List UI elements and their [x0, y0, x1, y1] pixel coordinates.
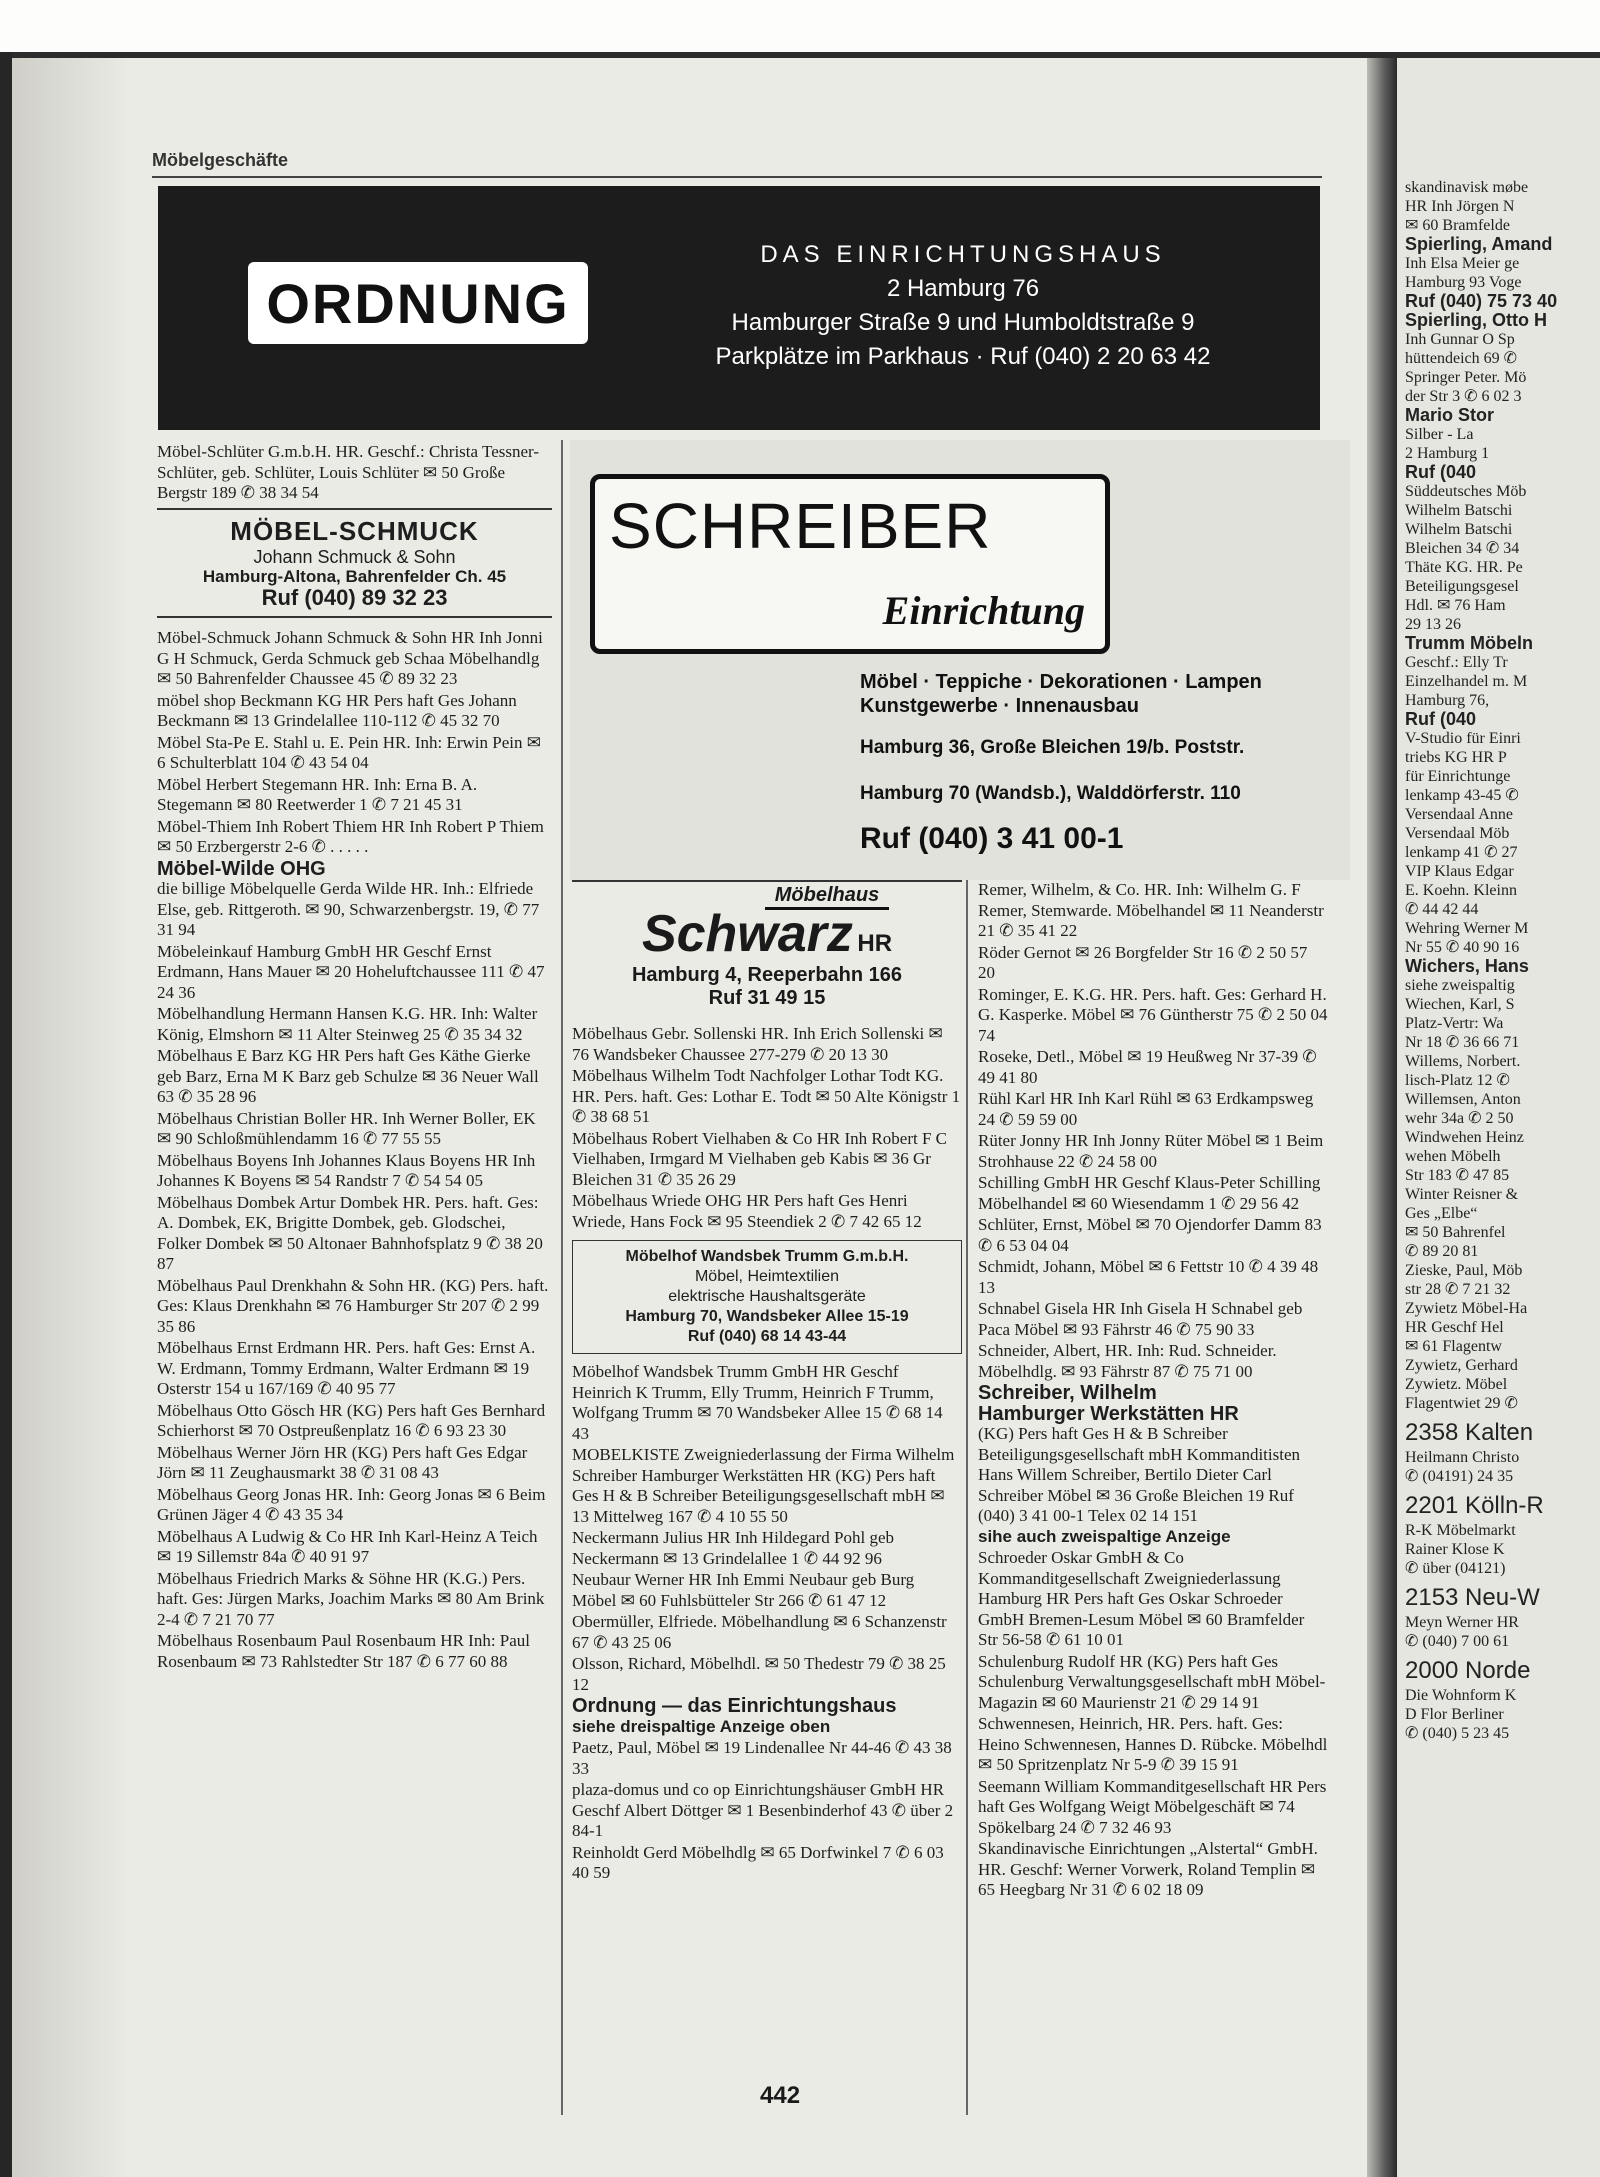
- trumm-line-1: Möbel, Heimtextilien: [694, 1268, 840, 1285]
- listing-entry: Möbelhaus E Barz KG HR Pers haft Ges Käthe Gierke geb Barz, Erna M K Barz geb Schulze ✉ 36 Neuer Wall 63 ✆ 35 28 96: [157, 1046, 539, 1106]
- listing-entry: Schnabel Gisela HR Inh Gisela H Schnabel geb Paca Möbel ✉ 93 Fährstr 46 ✆ 75 90 33: [978, 1299, 1303, 1339]
- listing-entry: Möbel-Schlüter G.m.b.H. HR. Geschf.: Christa Tessner-Schlüter, geb. Schlüter, Louis Schlüter ✉ 50 Große Bergstr 189 ✆ 38 34 54: [157, 442, 540, 502]
- next-page-line: lenkamp 43-45 ✆: [1405, 787, 1519, 804]
- next-page-line: Versendaal Anne: [1405, 806, 1513, 823]
- listing-entry: Röder Gernot ✉ 26 Borgfelder Str 16 ✆ 2 50 57 20: [978, 942, 1308, 982]
- schreiber-entry-title: Schreiber, Wilhelm: [978, 1382, 1157, 1404]
- listing-entry: Neubaur Werner HR Inh Emmi Neubaur geb Burg Möbel ✉ 60 Fuhlsbütteler Str 266 ✆ 61 47 12: [572, 1570, 915, 1610]
- right-entries-a: [978, 880, 1328, 1382]
- next-page-line: 2201 Kölln-R: [1405, 1492, 1544, 1519]
- listing-entry: Möbelhandlung Hermann Hansen K.G. HR. Inh: Walter König, Elmshorn ✉ 11 Alter Steinweg 25 ✆ 35 34 32: [157, 1004, 538, 1044]
- next-page-line: Nr 18 ✆ 36 66 71: [1405, 1034, 1520, 1051]
- book-gutter: [1367, 58, 1397, 2177]
- ordnung-entry-title: Ordnung — das Einrichtungshaus: [572, 1695, 897, 1717]
- page-curl-shade: [12, 58, 132, 2177]
- listing-entry: Möbelhaus Friedrich Marks & Söhne HR (K.G.) Pers. haft. Ges: Jürgen Marks, Joachim Marks ✉ 80 Am Brink 2-4 ✆ 7 21 70 77: [157, 1568, 545, 1629]
- schmuck-phone: Ruf (040) 89 32 23: [261, 584, 448, 610]
- next-page-line: ✆ (040) 7 00 61: [1405, 1633, 1510, 1650]
- next-page-line: Einzelhandel m. M: [1405, 673, 1528, 690]
- trumm-line-3: Hamburg 70, Wandsbeker Allee 15-19: [625, 1308, 909, 1325]
- next-page-text: [1405, 178, 1600, 1743]
- schreiber-logo-sub: Einrichtung: [882, 588, 1085, 633]
- next-page-line: Mario Stor: [1405, 405, 1495, 425]
- listing-entry: Schlüter, Ernst, Möbel ✉ 70 Ojendorfer Damm 83 ✆ 6 53 04 04: [978, 1215, 1322, 1255]
- next-page-line: Ges „Elbe“: [1405, 1205, 1478, 1222]
- listing-entry: Neckermann Julius HR Inh Hildegard Pohl geb Neckermann ✉ 13 Grindelallee 1 ✆ 44 92 96: [572, 1528, 894, 1568]
- listing-entry: Möbel Sta-Pe E. Stahl u. E. Pein HR. Inh: Erwin Pein ✉ 6 Schulterblatt 104 ✆ 43 54 04: [157, 732, 541, 772]
- next-page-line: Hamburg 93 Voge: [1405, 274, 1522, 291]
- next-page-line: Inh Gunnar O Sp: [1405, 331, 1515, 348]
- listing-entry: Schulenburg Rudolf HR (KG) Pers haft Ges Schulenburg Verwaltungsgesellschaft mbH Möbel-Magazin ✉ 60 Maurienstr 21 ✆ 29 14 91: [978, 1651, 1326, 1712]
- listing-entry: Schroeder Oskar GmbH & Co Kommanditgesellschaft Zweigniederlassung Hamburg HR Pers haft Ges Oskar Schroeder GmbH Bremen-Lesum Möbel ✉ 60 Bramfelder Str 56-58 ✆ 61 10 01: [978, 1548, 1305, 1649]
- listing-entry: Möbelhaus Werner Jörn HR (KG) Pers haft Ges Edgar Jörn ✉ 11 Zeughausmarkt 38 ✆ 31 08 43: [157, 1442, 528, 1482]
- column-divider-right: [966, 880, 968, 2115]
- next-page-line: ✆ (04191) 24 35: [1405, 1468, 1514, 1485]
- schreiber-entry-text: (KG) Pers haft Ges H & B Schreiber Beteiligungsgesellschaft mbH Kommanditisten Hans Willem Schreiber, Bertilo Dieter Carl Schreiber Möbel ✉ 36 Große Bleichen 19 Ruf (040) 3 41 00-1 Telex 02 14 151: [978, 1424, 1301, 1525]
- schwarz-hr: HR: [857, 930, 893, 957]
- next-page-line: triebs KG HR P: [1405, 749, 1507, 766]
- next-page-line: Hamburg 76,: [1405, 692, 1490, 709]
- listing-entry: Möbelhaus Boyens Inh Johannes Klaus Boyens HR Inh Johannes K Boyens ✉ 54 Randstr 7 ✆ 54 54 05: [157, 1150, 536, 1190]
- next-page-line: E. Koehn. Kleinn: [1405, 882, 1517, 899]
- ordnung-line-3: Hamburger Straße 9 und Humboldtstraße 9: [731, 309, 1195, 336]
- next-page-line: HR Inh Jörgen N: [1405, 198, 1515, 215]
- schwarz-advertisement: [572, 884, 962, 1020]
- next-page-line: Spierling, Otto H: [1405, 310, 1547, 330]
- next-page-line: 29 13 26: [1405, 616, 1461, 633]
- listing-entry: Seemann William Kommanditgesellschaft HR Pers haft Ges Wolfgang Weigt Möbelgeschäft ✉ 74 Spökelbarg 24 ✆ 7 32 46 93: [978, 1776, 1327, 1837]
- next-page-line: str 28 ✆ 7 21 32: [1405, 1281, 1511, 1298]
- wilde-text: die billige Möbelquelle Gerda Wilde HR. Inh.: Elfriede Else, geb. Rittgeroth. ✉ 90, Schwarzenbergstr. 19, ✆ 77 31 94: [157, 879, 540, 939]
- left-entries-b: [157, 628, 552, 858]
- trumm-line-2: elektrische Haushaltsgeräte: [668, 1288, 866, 1305]
- next-page-line: Spierling, Amand: [1405, 234, 1553, 254]
- next-page-line: Inh Elsa Meier ge: [1405, 255, 1520, 272]
- schwarz-name: Schwarz: [641, 905, 853, 963]
- listing-entry: Möbelhaus Georg Jonas HR. Inh: Georg Jonas ✉ 6 Beim Grünen Jäger 4 ✆ 43 35 34: [157, 1484, 546, 1524]
- right-entries-b: [978, 1548, 1328, 1901]
- listing-entry: MOBELKISTE Zweigniederlassung der Firma Wilhelm Schreiber Hamburger Werkstätten HR (KG) Pers haft Ges H & B Schreiber Beteiligungsgesellschaft mbH ✉ 13 Mittelweg 167 ✆ 4 10 55 50: [572, 1445, 955, 1526]
- schreiber-logo-text: SCHREIBER: [609, 490, 992, 562]
- scan-border-left: [0, 52, 12, 2177]
- right-column: [978, 880, 1328, 1902]
- next-page-line: Trumm Möbeln: [1405, 633, 1534, 653]
- next-page-line: Rainer Klose K: [1405, 1541, 1505, 1558]
- next-page-line: Wehring Werner M: [1405, 920, 1529, 937]
- next-page-line: hüttendeich 69 ✆: [1405, 350, 1518, 367]
- schreiber-entry-note: sihe auch zweispaltige Anzeige: [978, 1526, 1231, 1546]
- next-page-line: Winter Reisner &: [1405, 1186, 1519, 1203]
- moebel-schmuck-ad: [157, 508, 552, 619]
- schwarz-address: Hamburg 4, Reeperbahn 166: [631, 964, 903, 986]
- next-page-line: 2153 Neu-W: [1405, 1584, 1540, 1611]
- ordnung-line-4: Parkplätze im Parkhaus · Ruf (040) 2 20 63 42: [715, 343, 1211, 370]
- next-page-line: Meyn Werner HR: [1405, 1614, 1519, 1631]
- next-page-line: Zywietz, Gerhard: [1405, 1357, 1518, 1374]
- listing-entry: Rominger, E. K.G. HR. Pers. haft. Ges: Gerhard H. G. Kasperke. Möbel ✉ 76 Güntherstr 75 ✆ 2 50 04 74: [978, 984, 1328, 1045]
- schreiber-logo: [590, 474, 1110, 654]
- next-page-line: Geschf.: Elly Tr: [1405, 654, 1508, 671]
- next-page-line: Bleichen 34 ✆ 34: [1405, 540, 1520, 557]
- next-page-line: 2358 Kalten: [1405, 1419, 1534, 1446]
- listing-entry: Möbelhaus Gebr. Sollenski HR. Inh Erich Sollenski ✉ 76 Wandsbeker Chaussee 277-279 ✆ 20 13 30: [572, 1024, 943, 1064]
- schwarz-phone: Ruf 31 49 15: [708, 987, 826, 1009]
- listing-entry: Möbelhaus Dombek Artur Dombek HR. Pers. haft. Ges: A. Dombek, EK, Brigitte Dombek, geb. Glodschei, Folker Dombek ✉ 50 Altonaer Bahnhofsplatz 9 ✆ 38 20 87: [157, 1192, 543, 1273]
- next-page-line: Wilhelm Batschi: [1405, 502, 1513, 519]
- listing-entry: Skandinavische Einrichtungen „Alstertal“ GmbH. HR. Geschf: Werner Vorwerk, Roland Templin ✉ 65 Heegbarg Nr 31 ✆ 6 02 18 09: [978, 1839, 1318, 1899]
- next-page-line: für Einrichtunge: [1405, 768, 1511, 785]
- listing-entry: Obermüller, Elfriede. Möbelhandlung ✉ 6 Schanzenstr 67 ✆ 43 25 06: [572, 1612, 947, 1652]
- next-page-line: ✆ über (04121): [1405, 1560, 1506, 1577]
- ordnung-advertisement: [158, 186, 1320, 430]
- ordnung-entry-text: siehe dreispaltige Anzeige oben: [572, 1716, 831, 1736]
- next-page-line: Zywietz Möbel-Ha: [1405, 1300, 1528, 1317]
- middle-column: [572, 1024, 962, 1885]
- next-page-line: Flagentwiet 29 ✆: [1405, 1395, 1518, 1412]
- listing-entry: Reinholdt Gerd Möbelhdlg ✉ 65 Dorfwinkel 7 ✆ 6 03 40 59: [572, 1842, 944, 1882]
- listing-entry: Möbelhaus Paul Drenkhahn & Sohn HR. (KG) Pers. haft. Ges: Klaus Drenkhahn ✉ 76 Hamburger Str 207 ✆ 2 99 35 86: [157, 1275, 549, 1336]
- listing-entry: plaza-domus und co op Einrichtungshäuser GmbH HR Geschf Albert Döttger ✉ 1 Besenbinderhof 43 ✆ über 2 84-1: [572, 1780, 954, 1840]
- next-page-line: V-Studio für Einri: [1405, 730, 1521, 747]
- listing-entry: Möbel-Thiem Inh Robert Thiem HR Inh Robert P Thiem ✉ 50 Erzbergerstr 2-6 ✆ . . . . .: [157, 816, 544, 856]
- next-page-line: Wiechen, Karl, S: [1405, 996, 1515, 1013]
- listing-entry: Möbelhaus Otto Gösch HR (KG) Pers haft Ges Bernhard Schierhorst ✉ 70 Ostpreußenplatz 16 ✆ 6 93 23 30: [157, 1400, 546, 1440]
- next-page-line: skandinavisk møbe: [1405, 179, 1529, 196]
- listing-entry: Möbelhaus Rosenbaum Paul Rosenbaum HR Inh: Paul Rosenbaum ✉ 73 Rahlstedter Str 187 ✆ 6 77 60 88: [157, 1631, 531, 1671]
- next-page-line: lisch-Platz 12 ✆: [1405, 1072, 1510, 1089]
- ordnung-logo-text: ORDNUNG: [266, 271, 570, 335]
- listing-entry: Möbel-Schmuck Johann Schmuck & Sohn HR Inh Jonni G H Schmuck, Gerda Schmuck geb Schaa Möbelhandlg ✉ 50 Bahrenfelder Chaussee 45 ✆ 89 32 23: [157, 628, 543, 688]
- next-page-line: Ruf (040) 75 73 40: [1405, 291, 1558, 311]
- middle-entries-b: [572, 1362, 962, 1695]
- listing-entry: möbel shop Beckmann KG HR Pers haft Ges Johann Beckmann ✉ 13 Grindelallee 110-112 ✆ 45 32 70: [157, 690, 517, 730]
- next-page-line: Wichers, Hans: [1405, 956, 1529, 976]
- schwarz-tag: Möbelhaus: [765, 884, 889, 910]
- column-divider-left: [561, 440, 563, 2115]
- page-number: 442: [760, 2082, 801, 2109]
- header-rule: [152, 176, 1322, 178]
- listing-entry: Rühl Karl HR Inh Karl Rühl ✉ 63 Erdkampsweg 24 ✆ 59 59 00: [978, 1089, 1314, 1129]
- schreiber-ad-text: [860, 670, 1340, 856]
- schmuck-address: Hamburg-Altona, Bahrenfelder Ch. 45: [202, 567, 507, 586]
- middle-entries-a: [572, 1024, 962, 1232]
- next-page-line: Springer Peter. Mö: [1405, 369, 1527, 386]
- listing-entry: Remer, Wilhelm, & Co. HR. Inh: Wilhelm G. F Remer, Stemwarde. Möbelhandel ✉ 11 Neanderstr 21 ✆ 35 41 22: [978, 880, 1324, 940]
- next-page-line: ✆ (040) 5 23 45: [1405, 1725, 1510, 1742]
- ordnung-line-2: 2 Hamburg 76: [886, 275, 1040, 302]
- schreiber-phone: Ruf (040) 3 41 00-1: [860, 822, 1124, 855]
- listing-entry: Möbelhaus Christian Boller HR. Inh Werner Boller, EK ✉ 90 Schloßmühlendamm 16 ✆ 77 55 55: [157, 1108, 536, 1148]
- next-page-line: lenkamp 41 ✆ 27: [1405, 844, 1518, 861]
- listing-entry: Möbelhaus Wriede OHG HR Pers haft Ges Henri Wriede, Hans Fock ✉ 95 Steendiek 2 ✆ 7 42 65 12: [572, 1191, 922, 1231]
- left-entries-a: [157, 442, 552, 504]
- next-page-line: Süddeutsches Möb: [1405, 483, 1527, 500]
- next-page-line: Platz-Vertr: Wa: [1405, 1015, 1504, 1032]
- listing-entry: Roseke, Detl., Möbel ✉ 19 Heußweg Nr 37-39 ✆ 49 41 80: [978, 1047, 1317, 1087]
- next-page-line: Versendaal Möb: [1405, 825, 1510, 842]
- listing-entry: Schmidt, Johann, Möbel ✉ 6 Fettstr 10 ✆ 4 39 48 13: [978, 1257, 1319, 1297]
- left-entries-c: [157, 942, 552, 1673]
- section-header: Möbelgeschäfte: [152, 150, 289, 170]
- next-page-line: Wilhelm Batschi: [1405, 521, 1513, 538]
- schreiber-line-2: Kunstgewerbe · Innenausbau: [860, 695, 1139, 717]
- next-page-line: Beteiligungsgesel: [1405, 578, 1519, 595]
- schreiber-entry-title-2: Hamburger Werkstätten HR: [978, 1402, 1239, 1425]
- next-page-line: ✉ 61 Flagentw: [1405, 1338, 1502, 1355]
- next-page-line: Nr 55 ✆ 40 90 16: [1405, 939, 1520, 956]
- schreiber-advertisement: [570, 440, 1350, 880]
- next-page-line: Zywietz. Möbel: [1405, 1376, 1508, 1393]
- next-page-line: Heilmann Christo: [1405, 1449, 1520, 1466]
- ordnung-logo: [248, 262, 588, 344]
- schreiber-line-4: Hamburg 70 (Wandsb.), Walddörferstr. 110: [860, 783, 1241, 804]
- listing-entry: Möbelhaus Wilhelm Todt Nachfolger Lothar Todt KG. HR. Pers. haft. Ges: Lothar E. Todt ✉ 50 Alte Königstr 1 ✆ 38 68 51: [572, 1066, 961, 1126]
- next-page-line: wehen Möbelh: [1405, 1148, 1501, 1165]
- schmuck-title: MÖBEL-SCHMUCK: [230, 515, 479, 546]
- next-page-line: ✆ 89 20 81: [1405, 1243, 1479, 1260]
- next-page-line: 2 Hamburg 1: [1405, 445, 1490, 462]
- next-page-line: ✆ 44 42 44: [1405, 901, 1479, 918]
- next-page-line: Thäte KG. HR. Pe: [1405, 559, 1523, 576]
- listing-entry: Schneider, Albert, HR. Inh: Rud. Schneider. Möbelhdlg. ✉ 93 Fährstr 87 ✆ 75 71 00: [978, 1341, 1277, 1381]
- ordnung-line-1: DAS EINRICHTUNGSHAUS: [760, 241, 1166, 268]
- listing-entry: Schilling GmbH HR Geschf Klaus-Peter Schilling Möbelhandel ✉ 60 Wiesendamm 1 ✆ 29 56 42: [978, 1173, 1321, 1213]
- next-page-line: der Str 3 ✆ 6 02 3: [1405, 388, 1522, 405]
- next-page-line: Windwehen Heinz: [1405, 1129, 1524, 1146]
- listing-entry: Olsson, Richard, Möbelhdl. ✉ 50 Thedestr 79 ✆ 38 25 12: [572, 1654, 946, 1694]
- schreiber-line-1: Möbel · Teppiche · Dekorationen · Lampen: [860, 671, 1262, 693]
- next-page-line: Ruf (040: [1405, 462, 1477, 482]
- next-page-line: Silber - La: [1405, 426, 1474, 443]
- listing-entry: Rüter Jonny HR Inh Jonny Rüter Möbel ✉ 1 Beim Strohhause 22 ✆ 24 58 00: [978, 1131, 1324, 1171]
- next-page-line: Hdl. ✉ 76 Ham: [1405, 597, 1506, 614]
- ordnung-entry: [572, 1696, 962, 1737]
- next-page-line: Willems, Norbert.: [1405, 1053, 1521, 1070]
- schmuck-subtitle: Johann Schmuck & Sohn: [253, 546, 456, 567]
- next-page-line: VIP Klaus Edgar: [1405, 863, 1514, 880]
- trumm-title: Möbelhof Wandsbek Trumm G.m.b.H.: [625, 1248, 909, 1265]
- listing-entry: Möbelhaus Ernst Erdmann HR. Pers. haft Ges: Ernst A. W. Erdmann, Tommy Erdmann, Walter Erdmann ✉ 19 Osterstr 154 u 167/169 ✆ 40 95 77: [157, 1338, 536, 1398]
- schreiber-line-3: Hamburg 36, Große Bleichen 19/b. Poststr.: [860, 737, 1245, 758]
- next-page-line: Zieske, Paul, Möb: [1405, 1262, 1523, 1279]
- next-page-line: 2000 Norde: [1405, 1657, 1531, 1684]
- listing-entry: Paetz, Paul, Möbel ✉ 19 Lindenallee Nr 44-46 ✆ 43 38 33: [572, 1738, 952, 1778]
- left-column: [157, 442, 552, 1673]
- next-page-line: ✉ 60 Bramfelde: [1405, 217, 1510, 234]
- wilde-entry: [157, 859, 552, 941]
- next-page-line: R-K Möbelmarkt: [1405, 1522, 1516, 1539]
- listing-entry: Möbelhof Wandsbek Trumm GmbH HR Geschf Heinrich K Trumm, Elly Trumm, Heinrich F Trumm, Wolfgang Trumm ✉ 70 Wandsbeker Allee 15 ✆ 68 14 43: [572, 1362, 943, 1443]
- wilde-title: Möbel-Wilde OHG: [157, 857, 326, 880]
- schreiber-entry: [978, 1383, 1328, 1547]
- listing-entry: Möbeleinkauf Hamburg GmbH HR Geschf Ernst Erdmann, Hans Mauer ✉ 20 Hoheluftchaussee 111 ✆ 47 24 36: [157, 941, 545, 1002]
- next-page-line: wehr 34a ✆ 2 50: [1405, 1110, 1514, 1127]
- middle-entries-c: [572, 1738, 962, 1884]
- listing-entry: Möbelhaus A Ludwig & Co HR Inh Karl-Heinz A Teich ✉ 19 Sillemstr 84a ✆ 40 91 97: [157, 1526, 538, 1566]
- next-page-line: Willemsen, Anton: [1405, 1091, 1521, 1108]
- listing-entry: Möbelhaus Robert Vielhaben & Co HR Inh Robert F C Vielhaben, Irmgard M Vielhaben geb Kabis ✉ 36 Gr Bleichen 31 ✆ 35 26 29: [572, 1128, 947, 1189]
- trumm-line-4: Ruf (040) 68 14 43-44: [687, 1328, 847, 1345]
- next-page-line: ✉ 50 Bahrenfel: [1405, 1224, 1506, 1241]
- next-page-line: Ruf (040: [1405, 709, 1477, 729]
- next-page-line: Str 183 ✆ 47 85: [1405, 1167, 1510, 1184]
- trumm-ad: [572, 1240, 962, 1354]
- next-page-line: D Flor Berliner: [1405, 1706, 1504, 1723]
- ordnung-ad-text: [698, 238, 1228, 374]
- next-page-line: Die Wohnform K: [1405, 1687, 1517, 1704]
- listing-entry: Möbel Herbert Stegemann HR. Inh: Erna B. A. Stegemann ✉ 80 Reetwerder 1 ✆ 7 21 45 31: [157, 774, 478, 814]
- next-page-line: siehe zweispaltig: [1405, 977, 1515, 994]
- schwarz-ad-top-rule: [572, 880, 962, 882]
- next-page-line: HR Geschf Hel: [1405, 1319, 1504, 1336]
- listing-entry: Schwennesen, Heinrich, HR. Pers. haft. Ges: Heino Schwennesen, Hannes D. Rübcke. Möbelhdl ✉ 50 Spritzenplatz Nr 5-9 ✆ 39 15 91: [978, 1714, 1328, 1774]
- right-page-partial: [1397, 58, 1600, 2177]
